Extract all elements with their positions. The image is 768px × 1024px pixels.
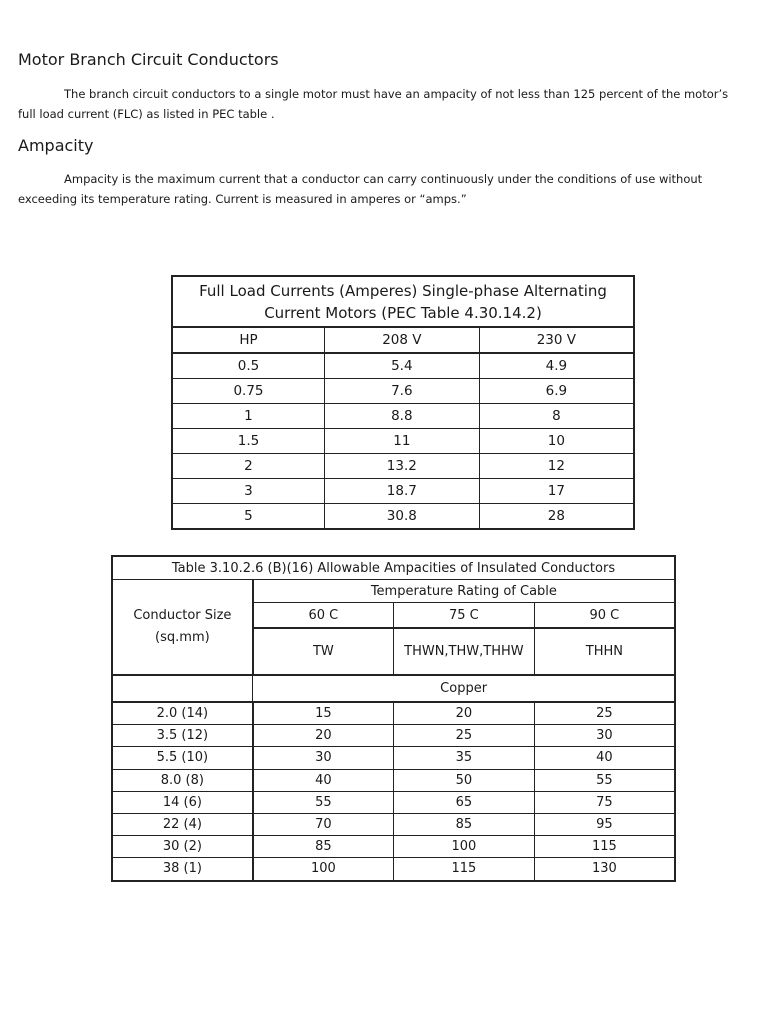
paragraph-ampacity: Ampacity is the maximum current that a conductor can carry continuously under the conditions of use without exceeding its temperature rating. Current is measured in amperes or “amps.” [18, 172, 703, 206]
flc-column-header: HP [172, 327, 324, 353]
heading-motor-branch: Motor Branch Circuit Conductors [18, 50, 279, 69]
ampacity-table-row [112, 747, 675, 769]
flc-cell: 8.8 [324, 404, 479, 429]
flc-cell: 28 [479, 504, 634, 530]
flc-cell: 8 [479, 404, 634, 429]
conductor-size-cell: 5.5 (10) [112, 747, 253, 769]
flc-cell: 11 [324, 429, 479, 454]
flc-cell: 1 [172, 404, 324, 429]
ampacity-cell: 75 [534, 791, 675, 813]
ampacity-cell: 100 [253, 858, 394, 881]
insulation-type-header: THWN,THW,THHW [394, 628, 535, 675]
flc-table-row [172, 404, 634, 429]
flc-cell: 5 [172, 504, 324, 530]
ampacity-cell: 25 [534, 702, 675, 725]
ampacity-cell: 115 [394, 858, 535, 881]
ampacity-cell: 70 [253, 813, 394, 835]
temperature-header: 90 C [534, 603, 675, 629]
ampacity-table-row [112, 769, 675, 791]
paragraph-motor-branch: The branch circuit conductors to a single motor must have an ampacity of not less than 125 percent of the motor’s full load current (FLC) as listed in PEC table . [18, 87, 729, 121]
conductor-size-cell: 2.0 (14) [112, 702, 253, 725]
ampacity-cell: 40 [534, 747, 675, 769]
blank-cell [112, 675, 253, 702]
ampacity-cell: 55 [534, 769, 675, 791]
flc-cell: 5.4 [324, 353, 479, 379]
material-header: Copper [253, 675, 675, 702]
ampacity-cell: 115 [534, 836, 675, 858]
conductor-size-cell: 14 (6) [112, 791, 253, 813]
flc-cell: 30.8 [324, 504, 479, 530]
flc-cell: 3 [172, 479, 324, 504]
ampacity-cell: 25 [394, 725, 535, 747]
ampacity-table-row [112, 836, 675, 858]
flc-table-title: Full Load Currents (Amperes) Single-phase Alternating Current Motors (PEC Table 4.30.14.2) [172, 276, 634, 327]
ampacity-table-row [112, 813, 675, 835]
full-load-currents-table [171, 275, 635, 530]
flc-cell: 13.2 [324, 454, 479, 479]
flc-cell: 18.7 [324, 479, 479, 504]
ampacity-table-row [112, 791, 675, 813]
conductor-size-cell: 3.5 (12) [112, 725, 253, 747]
ampacity-cell: 130 [534, 858, 675, 881]
flc-table-row [172, 429, 634, 454]
flc-cell: 6.9 [479, 379, 634, 404]
ampacity-cell: 85 [253, 836, 394, 858]
flc-column-header: 208 V [324, 327, 479, 353]
flc-table-row [172, 353, 634, 379]
ampacity-cell: 100 [394, 836, 535, 858]
ampacity-cell: 20 [253, 725, 394, 747]
temperature-rating-header: Temperature Rating of Cable [253, 580, 675, 603]
flc-cell: 1.5 [172, 429, 324, 454]
flc-cell: 7.6 [324, 379, 479, 404]
flc-cell: 0.5 [172, 353, 324, 379]
flc-cell: 17 [479, 479, 634, 504]
insulation-type-header: TW [253, 628, 394, 675]
flc-cell: 4.9 [479, 353, 634, 379]
conductor-size-cell: 30 (2) [112, 836, 253, 858]
ampacity-table-row [112, 725, 675, 747]
flc-cell: 0.75 [172, 379, 324, 404]
conductor-size-cell: 38 (1) [112, 858, 253, 881]
ampacity-cell: 40 [253, 769, 394, 791]
ampacity-table-row [112, 702, 675, 725]
conductor-size-header: Conductor Size (sq.mm) [112, 580, 253, 676]
ampacity-cell: 20 [394, 702, 535, 725]
insulation-type-header: THHN [534, 628, 675, 675]
ampacity-cell: 85 [394, 813, 535, 835]
temperature-header: 75 C [394, 603, 535, 629]
ampacity-cell: 30 [534, 725, 675, 747]
heading-ampacity: Ampacity [18, 136, 94, 155]
flc-table-row [172, 479, 634, 504]
temperature-header: 60 C [253, 603, 394, 629]
flc-cell: 12 [479, 454, 634, 479]
conductor-size-cell: 22 (4) [112, 813, 253, 835]
ampacity-cell: 55 [253, 791, 394, 813]
flc-table-row [172, 379, 634, 404]
ampacity-cell: 50 [394, 769, 535, 791]
flc-cell: 10 [479, 429, 634, 454]
conductor-size-cell: 8.0 (8) [112, 769, 253, 791]
ampacity-cell: 30 [253, 747, 394, 769]
ampacity-cell: 65 [394, 791, 535, 813]
ampacity-table-title: Table 3.10.2.6 (B)(16) Allowable Ampacities of Insulated Conductors [112, 556, 675, 580]
flc-table-row [172, 454, 634, 479]
ampacity-cell: 15 [253, 702, 394, 725]
ampacity-cell: 35 [394, 747, 535, 769]
flc-column-header: 230 V [479, 327, 634, 353]
flc-table-row [172, 504, 634, 530]
ampacity-cell: 95 [534, 813, 675, 835]
flc-cell: 2 [172, 454, 324, 479]
allowable-ampacities-table [111, 555, 676, 882]
ampacity-table-row [112, 858, 675, 881]
